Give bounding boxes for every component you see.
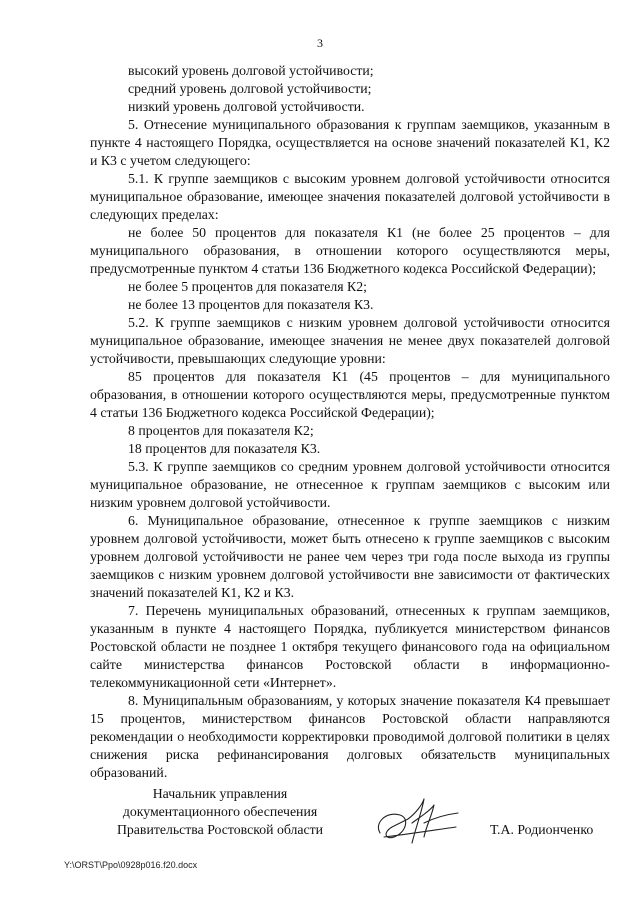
paragraph: 5.2. К группе заемщиков с низким уровнем долговой устойчивости относится муниципальное образование, имеющее значения не менее двух показателей долговой устойчивости, превышающих следующие уровни: xyxy=(90,315,610,366)
paragraph: высокий уровень долговой устойчивости; xyxy=(128,63,374,78)
paragraph: 8 процентов для показателя К2; xyxy=(128,423,314,438)
paragraph: не более 5 процентов для показателя К2; xyxy=(128,279,367,294)
paragraph: 6. Муниципальное образование, отнесенное к группе заемщиков с низким уровнем долговой устойчивости, может быть отнесено к группе заемщиков с высоким уровнем долговой устойчивости не ранее чем через три года после выхода из группы заемщиков с низким уровнем долговой устойчивости вне зависимости от фактических значений показателей К1, К2 и К3. xyxy=(90,513,610,600)
signatory-title-line: Правительства Ростовской области xyxy=(116,822,324,837)
paragraph: 7. Перечень муниципальных образований, отнесенных к группам заемщиков, указанным в пункте 4 настоящего Порядка, публикуется министерством финансов Ростовской области не позднее 1 октября текущего финансового года на официальном сайте министерства финансов Ростовской области в информационно-телекоммуникационной сети «Интернет». xyxy=(90,603,610,690)
file-path: Y:\ORST\Ppo\0928p016.f20.docx xyxy=(64,860,198,870)
paragraph: низкий уровень долговой устойчивости. xyxy=(128,99,365,114)
signatory-title-line: Начальник управления xyxy=(152,786,288,801)
paragraph: 5. Отнесение муниципального образования к группам заемщиков, указанным в пункте 4 настоящего Порядка, осуществляется на основе значений показателей К1, К2 и К3 с учетом следующего: xyxy=(90,117,610,168)
paragraph: 85 процентов для показателя К1 (45 процентов – для муниципального образования, в отношении которого осуществляются меры, предусмотренные пунктом 4 статьи 136 Бюджетного кодекса Российской Федерации); xyxy=(90,369,610,420)
paragraph: 18 процентов для показателя К3. xyxy=(128,441,321,456)
handwritten-signature xyxy=(372,793,464,849)
paragraph: не более 13 процентов для показателя К3. xyxy=(128,297,374,312)
paragraph: не более 50 процентов для показателя К1 (не более 25 процентов – для муниципального образования, в отношении которого осуществляются меры, предусмотренные пунктом 4 статьи 136 Бюджетного кодекса Российской Федерации); xyxy=(90,225,610,276)
paragraph: 5.1. К группе заемщиков с высоким уровнем долговой устойчивости относится муниципальное образование, имеющее значения показателей долговой устойчивости в следующих пределах: xyxy=(90,171,610,222)
page-number: 3 xyxy=(317,36,323,50)
paragraph: средний уровень долговой устойчивости; xyxy=(128,81,372,96)
paragraph: 5.3. К группе заемщиков со средним уровнем долговой устойчивости относится муниципальное образование, не отнесенное к группам заемщиков с высоким или низким уровнем долговой устойчивости. xyxy=(90,459,610,510)
signatory-title xyxy=(90,785,350,839)
paragraph: 8. Муниципальным образованиям, у которых значение показателя К4 превышает 15 процентов, министерством финансов Ростовской области направляются рекомендации о необходимости корректировки проводимой долговой политики в целях снижения риска рефинансирования долговых обязательств муниципальных образований. xyxy=(90,693,610,780)
signatory-name: Т.А. Родионченко xyxy=(490,822,594,837)
document-body xyxy=(90,62,610,782)
signatory-title-line: документационного обеспечения xyxy=(122,804,318,819)
